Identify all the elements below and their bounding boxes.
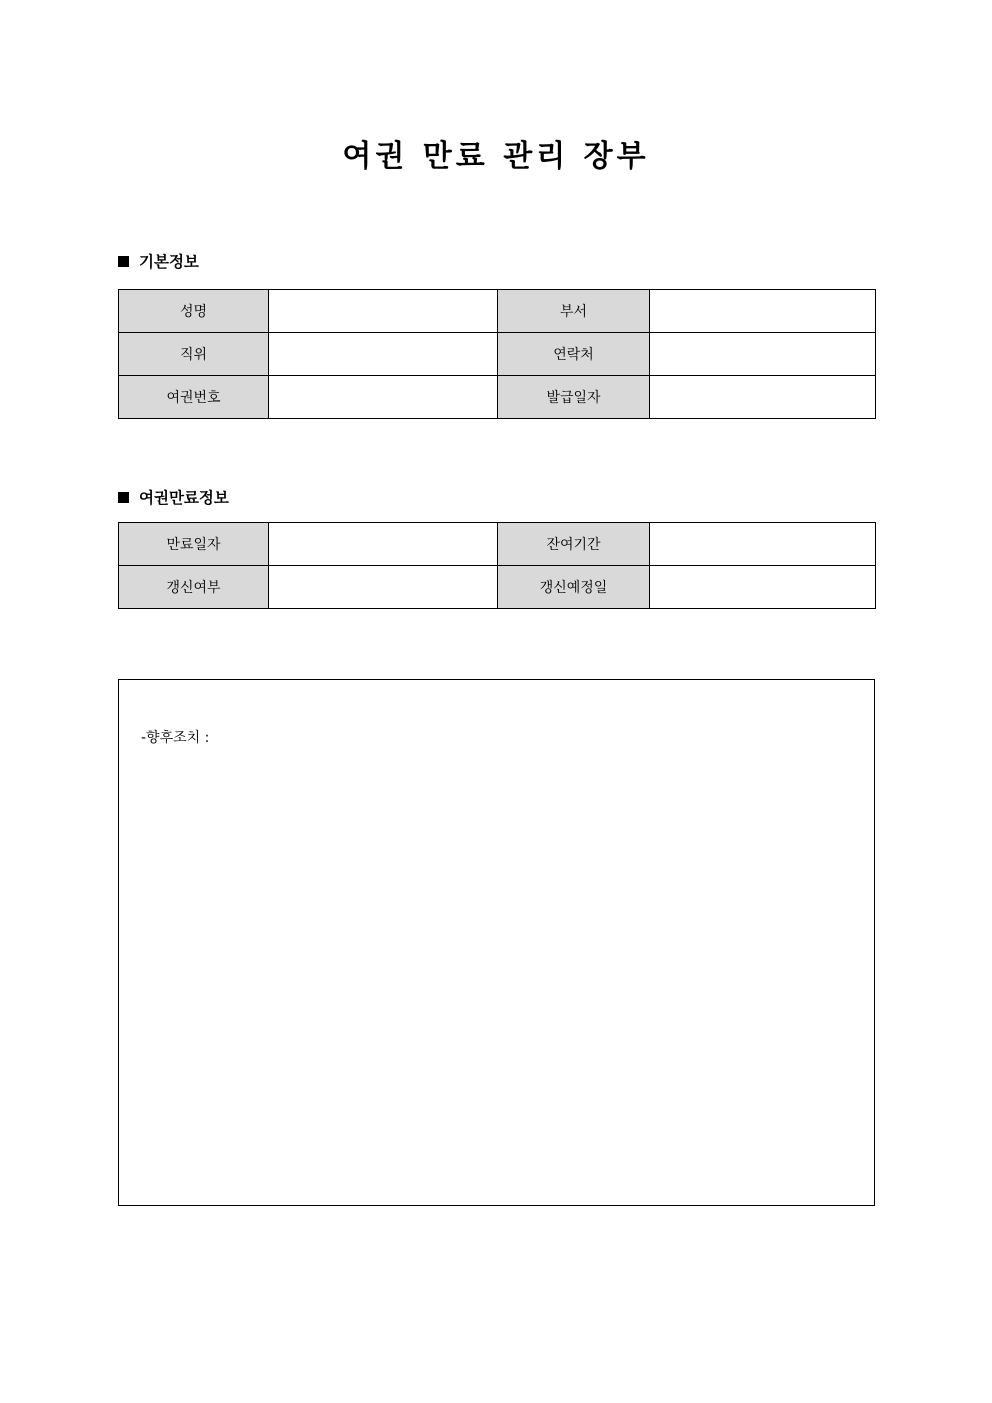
field-value-name[interactable] bbox=[269, 290, 498, 333]
field-value-passport-number[interactable] bbox=[269, 376, 498, 419]
basic-info-table bbox=[118, 289, 876, 419]
section-heading-label: 여권만료정보 bbox=[139, 489, 229, 507]
table-row bbox=[119, 566, 876, 609]
field-value-position[interactable] bbox=[269, 333, 498, 376]
field-label-expiry-date: 만료일자 bbox=[119, 523, 269, 566]
page-title: 여권 만료 관리 장부 bbox=[342, 139, 650, 174]
field-label-passport-number: 여권번호 bbox=[119, 376, 269, 419]
field-value-expiry-date[interactable] bbox=[269, 523, 498, 566]
section-heading-expiry-info bbox=[118, 486, 229, 508]
field-label-department: 부서 bbox=[498, 290, 650, 333]
square-bullet-icon bbox=[118, 492, 129, 503]
field-value-remaining-period[interactable] bbox=[650, 523, 876, 566]
field-value-renewal-date[interactable] bbox=[650, 566, 876, 609]
field-value-contact[interactable] bbox=[650, 333, 876, 376]
section-heading-basic-info bbox=[118, 250, 199, 272]
field-value-issue-date[interactable] bbox=[650, 376, 876, 419]
table-row bbox=[119, 290, 876, 333]
field-label-issue-date: 발급일자 bbox=[498, 376, 650, 419]
field-label-position: 직위 bbox=[119, 333, 269, 376]
table-row bbox=[119, 376, 876, 419]
field-label-remaining-period: 잔여기간 bbox=[498, 523, 650, 566]
table-row bbox=[119, 333, 876, 376]
field-value-department[interactable] bbox=[650, 290, 876, 333]
field-label-contact: 연락처 bbox=[498, 333, 650, 376]
field-value-renewal-status[interactable] bbox=[269, 566, 498, 609]
expiry-info-table bbox=[118, 522, 876, 609]
field-label-renewal-date: 갱신예정일 bbox=[498, 566, 650, 609]
field-label-renewal-status: 갱신여부 bbox=[119, 566, 269, 609]
section-heading-label: 기본정보 bbox=[139, 253, 199, 271]
field-label-name: 성명 bbox=[119, 290, 269, 333]
followup-action-label: -향후조치 : bbox=[141, 730, 210, 746]
table-row bbox=[119, 523, 876, 566]
square-bullet-icon bbox=[118, 256, 129, 267]
followup-action-box[interactable] bbox=[118, 679, 875, 1206]
